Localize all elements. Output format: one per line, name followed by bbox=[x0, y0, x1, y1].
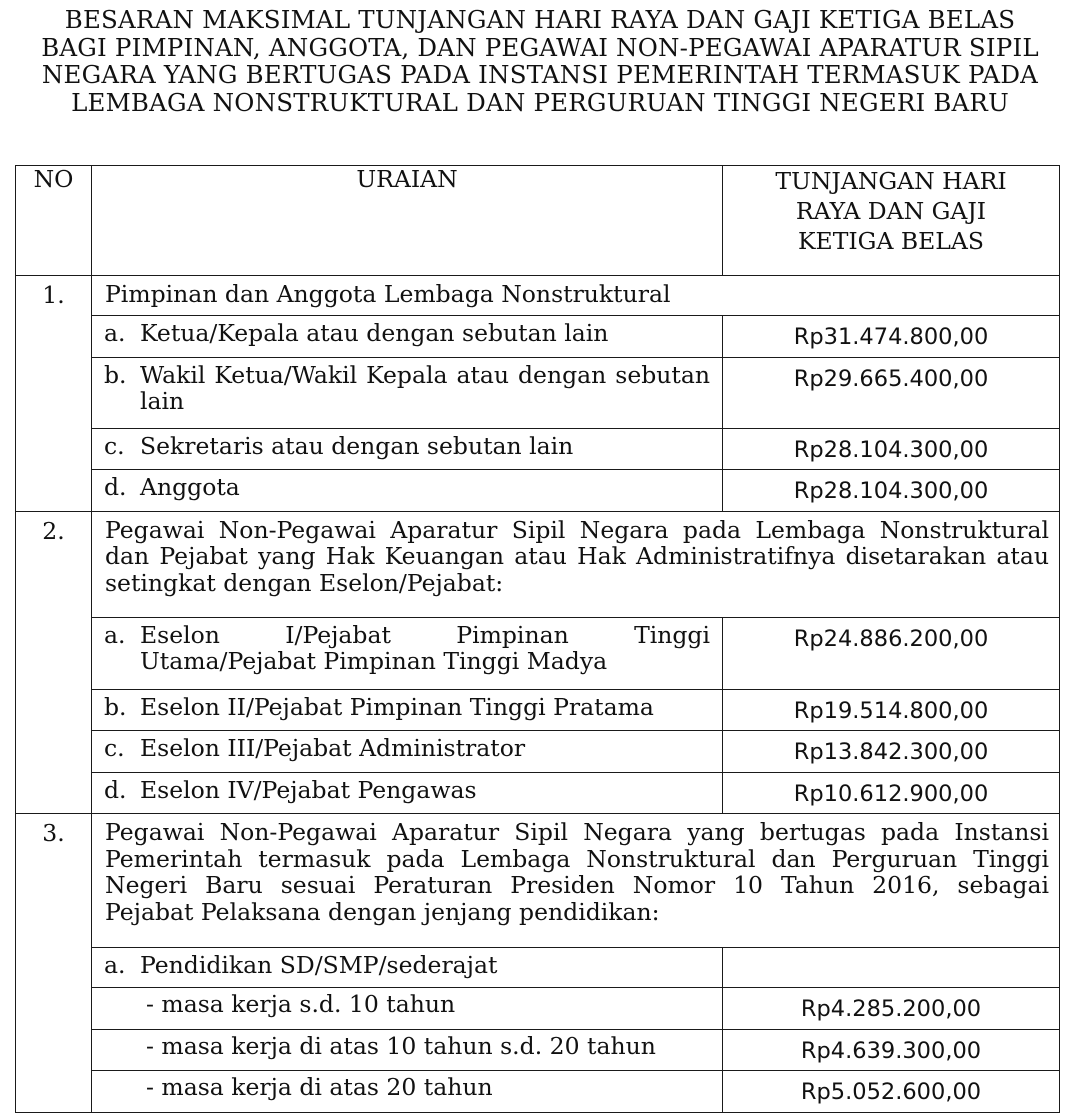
section-number: 2. bbox=[16, 511, 92, 814]
item-text: Eselon II/Pejabat Pimpinan Tinggi Pratama bbox=[140, 692, 654, 721]
item-amount: Rp13.842.300,00 bbox=[723, 731, 1060, 773]
title-line: BAGI PIMPINAN, ANGGOTA, DAN PEGAWAI NON-PEGAWAI APARATUR SIPIL bbox=[41, 32, 1039, 62]
item-text: Eselon IV/Pejabat Pengawas bbox=[140, 775, 477, 804]
header-thr-line: TUNJANGAN HARI bbox=[775, 167, 1007, 195]
item-description bbox=[92, 470, 723, 512]
item-text: Wakil Ketua/Wakil Kepala atau dengan sebutan lain bbox=[140, 360, 710, 415]
section-heading: Pegawai Non-Pegawai Aparatur Sipil Negara pada Lembaga Nonstruktural dan Pejabat yang Hak Keuangan atau Hak Administratifnya disetarakan atau setingkat dengan Eselon/Pejabat: bbox=[92, 511, 1060, 617]
header-uraian: URAIAN bbox=[92, 166, 723, 276]
item-amount: Rp4.285.200,00 bbox=[723, 988, 1060, 1030]
benefit-table bbox=[15, 165, 1060, 1113]
item-label: a. bbox=[104, 951, 126, 979]
item-text: Anggota bbox=[140, 473, 240, 501]
item-description bbox=[92, 316, 723, 358]
section-number: 1. bbox=[16, 276, 92, 512]
table-row bbox=[16, 357, 1060, 428]
section-heading-row bbox=[16, 276, 1060, 316]
item-label: b. bbox=[104, 360, 127, 389]
item-description bbox=[92, 772, 723, 814]
section-heading: Pimpinan dan Anggota Lembaga Nonstruktural bbox=[92, 276, 1060, 316]
item-amount: Rp24.886.200,00 bbox=[723, 617, 1060, 689]
item-amount: Rp10.612.900,00 bbox=[723, 772, 1060, 814]
item-amount: Rp5.052.600,00 bbox=[723, 1071, 1060, 1113]
item-text: Ketua/Kepala atau dengan sebutan lain bbox=[140, 319, 609, 347]
table-row bbox=[16, 988, 1060, 1030]
table-row bbox=[16, 428, 1060, 470]
section-number: 3. bbox=[16, 814, 92, 1113]
table-row bbox=[16, 689, 1060, 731]
header-thr bbox=[723, 166, 1060, 276]
table-row bbox=[16, 470, 1060, 512]
table-row bbox=[16, 1029, 1060, 1071]
table-row bbox=[16, 772, 1060, 814]
header-thr-line: KETIGA BELAS bbox=[798, 227, 984, 255]
item-text: Sekretaris atau dengan sebutan lain bbox=[140, 431, 574, 460]
item-label: a. bbox=[104, 620, 126, 649]
item-description bbox=[92, 948, 723, 988]
item-label: d. bbox=[104, 473, 127, 501]
title-line: BESARAN MAKSIMAL TUNJANGAN HARI RAYA DAN GAJI KETIGA BELAS bbox=[64, 5, 1016, 34]
item-amount: Rp28.104.300,00 bbox=[723, 428, 1060, 470]
table-row bbox=[16, 731, 1060, 773]
table-row bbox=[16, 1071, 1060, 1113]
item-amount bbox=[723, 948, 1060, 988]
item-amount: Rp31.474.800,00 bbox=[723, 316, 1060, 358]
sub-item-text: - masa kerja s.d. 10 tahun bbox=[92, 988, 723, 1030]
item-label: c. bbox=[104, 734, 125, 762]
title-line: LEMBAGA NONSTRUKTURAL DAN PERGURUAN TINGGI NEGERI BARU bbox=[71, 87, 1009, 117]
item-description bbox=[92, 731, 723, 773]
title-line: NEGARA YANG BERTUGAS PADA INSTANSI PEMERINTAH TERMASUK PADA bbox=[41, 60, 1039, 89]
item-amount: Rp4.639.300,00 bbox=[723, 1029, 1060, 1071]
section-heading-row bbox=[16, 511, 1060, 617]
table-row bbox=[16, 617, 1060, 689]
document-title bbox=[0, 6, 1080, 116]
item-label: d. bbox=[104, 775, 127, 804]
table-row bbox=[16, 316, 1060, 358]
item-text: Pendidikan SD/SMP/sederajat bbox=[140, 951, 498, 979]
section-heading: Pegawai Non-Pegawai Aparatur Sipil Negara yang bertugas pada Instansi Pemerintah termasuk pada Lembaga Nonstruktural dan Perguruan Tinggi Negeri Baru sesuai Peraturan Presiden Nomor 10 Tahun 2016, sebagai Pejabat Pelaksana dengan jenjang pendidikan: bbox=[92, 814, 1060, 948]
item-description bbox=[92, 617, 723, 689]
item-label: c. bbox=[104, 431, 125, 460]
item-text: Eselon I/Pejabat Pimpinan Tinggi Utama/Pejabat Pimpinan Tinggi Madya bbox=[140, 620, 710, 675]
item-label: a. bbox=[104, 319, 126, 347]
item-description bbox=[92, 689, 723, 731]
item-text: Eselon III/Pejabat Administrator bbox=[140, 734, 526, 762]
item-description bbox=[92, 357, 723, 428]
item-amount: Rp29.665.400,00 bbox=[723, 357, 1060, 428]
item-amount: Rp19.514.800,00 bbox=[723, 689, 1060, 731]
table-header-row bbox=[16, 166, 1060, 276]
sub-item-text: - masa kerja di atas 10 tahun s.d. 20 tahun bbox=[92, 1029, 723, 1071]
item-label: b. bbox=[104, 692, 127, 721]
header-thr-line: RAYA DAN GAJI bbox=[795, 197, 987, 225]
table-row bbox=[16, 948, 1060, 988]
item-description bbox=[92, 428, 723, 470]
header-no: NO bbox=[16, 166, 92, 276]
item-amount: Rp28.104.300,00 bbox=[723, 470, 1060, 512]
section-heading-row bbox=[16, 814, 1060, 948]
sub-item-text: - masa kerja di atas 20 tahun bbox=[92, 1071, 723, 1113]
